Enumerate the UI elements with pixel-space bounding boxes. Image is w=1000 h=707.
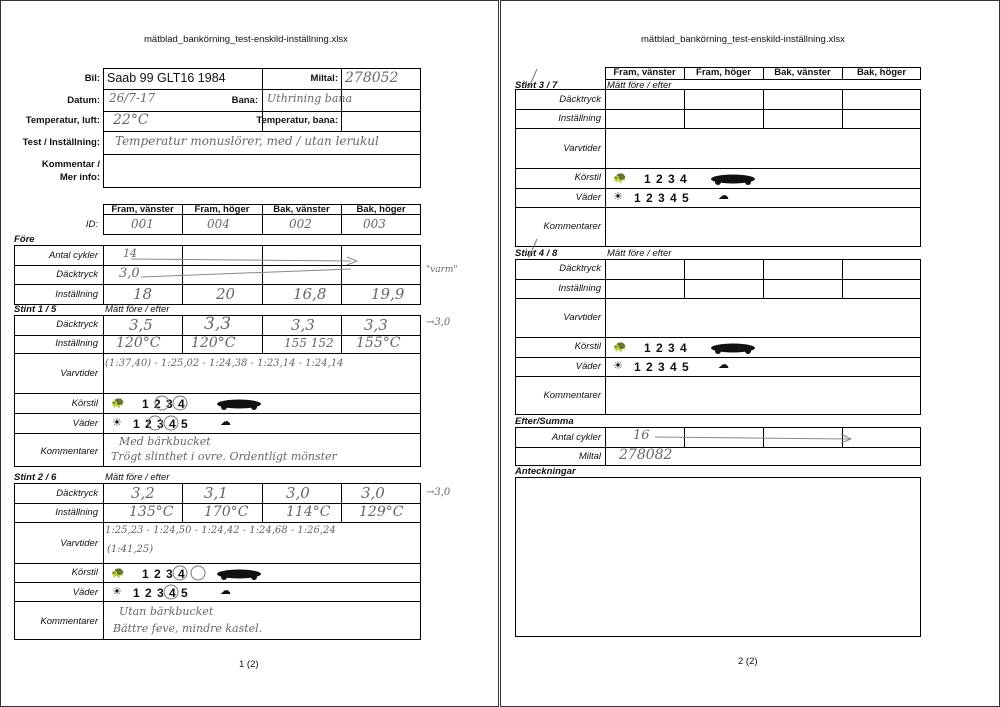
stint1-subtitle: Mätt före / efter: [105, 304, 170, 315]
stint1-tryck-bl: 3,3: [291, 316, 315, 334]
value-bil: Saab 99 GLT16 1984: [107, 71, 226, 85]
p2-col-header-bl: Bak, vänster: [774, 67, 831, 78]
label-kommentar-2: Mer info:: [59, 172, 100, 183]
label-kommentar-1: Kommentar /: [41, 159, 100, 170]
race-car-icon: [215, 397, 263, 411]
stint1-inst-bl: 155 152: [284, 336, 334, 350]
efter-row-miltal: Miltal: [578, 451, 601, 462]
race-car-icon: [709, 172, 757, 186]
stint4-row-korstil: Körstil: [574, 341, 601, 352]
stint2-kommentar-2: Bättre feve, mindre kastel.: [113, 622, 263, 635]
efter-row-antal: Antal cykler: [551, 432, 601, 443]
stint1-margin-note: →3,0: [426, 317, 451, 328]
page-2: [500, 0, 1000, 707]
stint3-row-kommentarer: Kommentarer: [543, 221, 601, 232]
efter-handwritten-arrow: [651, 431, 861, 445]
id-fr: 004: [207, 217, 230, 231]
stint2-margin-note: →3,0: [426, 487, 451, 498]
stint2-row-kommentarer: Kommentarer: [40, 616, 98, 627]
race-car-icon: [215, 567, 263, 581]
rain-cloud-icon: ☁: [718, 359, 729, 371]
turtle-icon: 🐢: [111, 397, 125, 409]
fore-dacktryck-value: 3,0: [119, 266, 140, 281]
page-number-2: 2 (2): [738, 656, 758, 667]
stint1-inst-fl: 120°C: [116, 335, 161, 351]
turtle-icon: 🐢: [613, 341, 627, 353]
stint1-vader-circles: [141, 413, 191, 433]
fore-inst-fr: 20: [216, 285, 236, 303]
section-fore-title: Före: [14, 234, 35, 245]
stint4-row-kommentarer: Kommentarer: [543, 390, 601, 401]
stint3-row-installning: Inställning: [558, 113, 601, 124]
rain-cloud-icon: ☁: [220, 416, 231, 428]
stint2-korstil-scale: 1 2 3 4: [142, 567, 186, 581]
stint1-row-korstil: Körstil: [71, 398, 98, 409]
stint2-korstil-circles: [171, 563, 221, 583]
value-bana: Uthrining bana: [267, 92, 353, 105]
stint2-varvtider-value-1: 1:25,23 - 1:24,50 - 1:24,42 - 1:24,68 - 1:26,24: [105, 525, 336, 536]
file-title: mätblad_bankörning_test-enskild-inställning.xlsx: [144, 34, 348, 45]
stint1-row-vader: Väder: [72, 418, 98, 429]
stint4-korstil-scale: 1 2 3 4: [644, 341, 688, 355]
stint2-tryck-fl: 3,2: [131, 484, 155, 502]
id-bl: 002: [289, 217, 312, 231]
page-1: [0, 0, 499, 707]
file-title: mätblad_bankörning_test-enskild-inställning.xlsx: [641, 34, 845, 45]
stint4-check-mark: [521, 237, 541, 259]
p2-col-header-fr: Fram, höger: [696, 67, 751, 78]
stint1-row-varvtider: Varvtider: [60, 368, 98, 379]
stint2-tryck-br: 3,0: [361, 484, 385, 502]
anteckningar-box: [515, 477, 921, 637]
p2-col-header-br: Bak, höger: [856, 67, 907, 78]
stint2-inst-bl: 114°C: [286, 504, 331, 520]
stint4-row-varvtider: Varvtider: [563, 312, 601, 323]
label-test: Test / Inställning:: [22, 137, 100, 148]
stint3-row-dacktryck: Däcktryck: [559, 94, 601, 105]
stint2-inst-fl: 135°C: [129, 504, 174, 520]
efter-miltal-value: 278082: [619, 447, 673, 463]
sun-icon: ☀: [112, 417, 122, 429]
stint1-inst-fr: 120°C: [191, 335, 236, 351]
fore-margin-note: "varm": [426, 265, 458, 275]
stint3-row-varvtider: Varvtider: [563, 143, 601, 154]
stint2-row-vader: Väder: [72, 587, 98, 598]
stint1-inst-br: 155°C: [356, 335, 401, 351]
stint2-row-varvtider: Varvtider: [60, 538, 98, 549]
efter-title: Efter/Summa: [515, 416, 574, 427]
label-datum: Datum:: [67, 95, 100, 106]
col-header-bl: Bak, vänster: [273, 204, 330, 215]
stint1-tryck-fl: 3,5: [129, 316, 153, 334]
stint1-korstil-scale: 1 2 3 4: [142, 397, 186, 411]
efter-antal-value: 16: [633, 428, 650, 443]
stint3-check-mark: [521, 67, 541, 89]
stint2-kommentar-1: Utan bärkbucket: [119, 605, 214, 618]
fore-row-installning: Inställning: [55, 289, 98, 300]
p2-col-header-fl: Fram, vänster: [613, 67, 676, 78]
stint1-varvtider-value: (1:37,40) - 1:25,02 - 1:24,38 - 1:23,14 - 1:24,14: [105, 358, 344, 369]
stint2-vader-scale: 1 2 3 4 5: [133, 586, 189, 600]
fore-antal-value: 14: [123, 247, 137, 260]
label-bil: Bil:: [84, 73, 100, 84]
col-header-br: Bak, höger: [356, 204, 406, 215]
label-temp-bana: Temperatur, bana:: [256, 115, 338, 126]
stint3-title: Stint 3 / 7: [515, 80, 558, 91]
stint2-inst-fr: 170°C: [204, 504, 249, 520]
stint2-varvtider-value-2: (1:41,25): [107, 544, 154, 555]
label-bana: Bana:: [231, 95, 258, 106]
sun-icon: ☀: [112, 586, 122, 598]
col-header-fl: Fram, vänster: [111, 204, 174, 215]
value-miltal: 278052: [345, 70, 399, 86]
fore-row-dacktryck: Däcktryck: [56, 269, 98, 280]
stint2-row-installning: Inställning: [55, 507, 98, 518]
stint4-row-dacktryck: Däcktryck: [559, 263, 601, 274]
stint2-tryck-fr: 3,1: [204, 484, 228, 502]
id-fl: 001: [131, 217, 154, 231]
label-temp-luft: Temperatur, luft:: [25, 115, 100, 126]
stint1-row-kommentarer: Kommentarer: [40, 446, 98, 457]
stint2-row-dacktryck: Däcktryck: [56, 488, 98, 499]
rain-cloud-icon: ☁: [220, 585, 231, 597]
fore-row-antal: Antal cykler: [48, 250, 98, 261]
stint1-kommentar-2: Trögt slinthet i ovre. Ordentligt mönster: [111, 450, 337, 463]
race-car-icon: [709, 341, 757, 355]
anteckningar-title: Anteckningar: [515, 466, 576, 477]
value-test: Temperatur monuslörer, med / utan lerukul: [115, 134, 379, 148]
sun-icon: ☀: [613, 191, 623, 203]
fore-inst-fl: 18: [133, 285, 153, 303]
turtle-icon: 🐢: [111, 567, 125, 579]
stint3-korstil-scale: 1 2 3 4: [644, 172, 688, 186]
stint4-subtitle: Mätt före / efter: [607, 248, 672, 259]
stint2-vader-circles: [156, 582, 186, 602]
stint1-kommentar-1: Med bärkbucket: [119, 435, 211, 448]
stint1-row-installning: Inställning: [55, 338, 98, 349]
fore-inst-br: 19,9: [371, 285, 405, 303]
stint1-korstil-circles: [149, 393, 199, 413]
id-br: 003: [363, 217, 386, 231]
page-number-1: 1 (2): [239, 659, 259, 670]
stint2-subtitle: Mätt före / efter: [105, 472, 170, 483]
value-datum: 26/7-17: [109, 91, 156, 105]
fore-handwritten-arrows: [111, 251, 371, 283]
stint2-row-korstil: Körstil: [71, 567, 98, 578]
stint3-row-korstil: Körstil: [574, 172, 601, 183]
stint4-row-installning: Inställning: [558, 283, 601, 294]
label-miltal: Miltal:: [310, 73, 338, 84]
stint4-title: Stint 4 / 8: [515, 248, 558, 259]
stint3-vader-scale: 1 2 3 4 5: [634, 191, 690, 205]
stint3-subtitle: Mätt före / efter: [607, 80, 672, 91]
sun-icon: ☀: [613, 360, 623, 372]
stint1-vader-scale: 1 2 3 4 5: [133, 417, 189, 431]
stint3-row-vader: Väder: [575, 192, 601, 203]
stint1-row-dacktryck: Däcktryck: [56, 319, 98, 330]
stint2-inst-br: 129°C: [359, 504, 404, 520]
fore-inst-bl: 16,8: [293, 285, 327, 303]
stint2-title: Stint 2 / 6: [14, 472, 57, 483]
stint1-tryck-br: 3,3: [364, 316, 388, 334]
col-header-fr: Fram, höger: [194, 204, 250, 215]
stint1-title: Stint 1 / 5: [14, 304, 57, 315]
rain-cloud-icon: ☁: [718, 190, 729, 202]
stint1-tryck-fr: 3,3: [204, 314, 232, 334]
label-id: ID:: [85, 219, 98, 230]
stint2-tryck-bl: 3,0: [286, 484, 310, 502]
stint4-row-vader: Väder: [575, 361, 601, 372]
turtle-icon: 🐢: [613, 172, 627, 184]
stint4-vader-scale: 1 2 3 4 5: [634, 360, 690, 374]
value-temp-luft: 22°C: [113, 112, 149, 128]
